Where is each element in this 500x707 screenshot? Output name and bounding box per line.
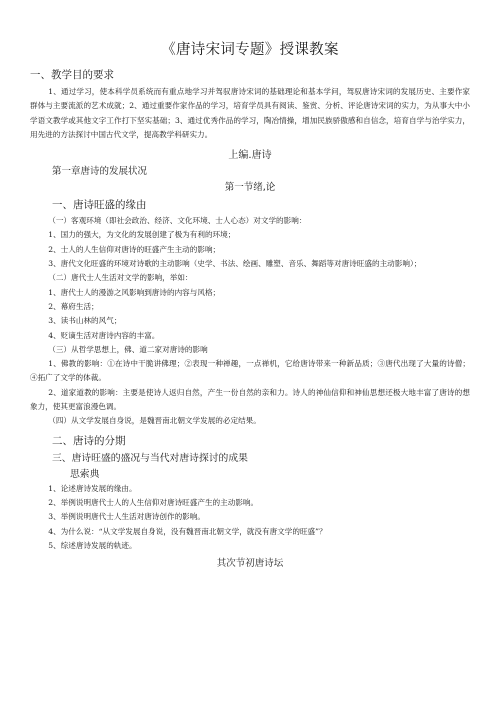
part-title: 上编.唐诗	[228, 150, 272, 162]
section-heading-objectives: 一、教学目的要求	[30, 69, 114, 81]
document-title: 《唐诗宋词专题》授课教案	[161, 42, 339, 58]
item-2-list	[30, 286, 470, 343]
list-item: 5、综述唐诗发展的轨迹。	[48, 540, 137, 550]
subsection-heading-reasons: 一、唐诗旺盛的缘由	[52, 199, 147, 212]
list-item: 4、为什么说：“从文学发展自身说，没有魏晋南北朝文学，就没有唐文学的旺盛”？	[48, 526, 327, 536]
section-title: 第一节绪,论	[224, 182, 276, 194]
item-1-heading: （一）客观环境（即社会政治、经济、文化环境、士人心态）对文学的影响：	[48, 216, 307, 226]
chapter-title: 第一章唐诗的发展状况	[52, 166, 148, 178]
item-2-heading: （二）唐代士人生活对文学的影响，举如：	[48, 273, 193, 283]
objectives-paragraph: 1、通过学习，使本科学员系统而有重点地学习并驾驭唐诗宋词的基础理论和基本学问，驾驭唐诗宋词的发展历史、主要作家群体与主要流派的艺术成就；2、通过重要作家作品的学习，培育学员具有阅读、鉴赏、分析、评论唐诗宋词的实力，为从事大中小学语文教学或其他文字工作打下坚实基础；3、通过优秀作品的学习，陶冶情操，增加民族骄傲感和自信念，培育自学与治学实力，用先进的方法探讨中国古代文学，提高教学科研实力。	[30, 87, 470, 139]
list-item: 4、贬谪生活对唐诗内容的丰富。	[48, 330, 160, 340]
list-item: 2、举例说明唐代士人的人生信仰对唐诗旺盛产生的主动影响。	[48, 497, 259, 507]
questions-list	[30, 482, 470, 553]
list-item: 1、论述唐诗发展的缘由。	[48, 483, 137, 493]
questions-heading: 思索典	[70, 468, 100, 480]
list-item: 2、道家道教的影响：主要是使诗人返归自然，产生一份自然的亲和力。诗人的神仙信仰和神仙思想还极大地丰富了唐诗的想象力，使其更富浪漫色调。	[30, 387, 470, 412]
list-item: 3、读书山林的风气；	[48, 316, 122, 326]
list-item: 3、举例说明唐代士人生活对唐诗创作的影响。	[48, 512, 205, 522]
list-item: 2、幕府生活；	[48, 301, 99, 311]
list-item: 1、国力的强大，为文化的发展创建了极为有利的环境；	[48, 230, 236, 240]
subsection-heading-achievements: 三、唐诗旺盛的盛况与当代对唐诗探讨的成果	[52, 452, 248, 464]
item-3-list	[30, 357, 470, 414]
subsection-heading-periods: 二、唐诗的分期	[52, 434, 126, 447]
list-item: 1、佛教的影响：①在诗中干脆讲佛理；②表现一种禅趣，一点禅机，它给唐诗带来一种新品质；③唐代出现了大量的诗僧；④拓广了文学的体裁。	[30, 359, 470, 383]
list-item: 1、唐代士人的漫游之风影响到唐诗的内容与风格；	[48, 287, 221, 297]
list-item: 2、士人的人生信仰对唐诗的旺盛产生主动的影响；	[48, 244, 221, 254]
item-4-heading: （四）从文学发展自身说，是魏晋南北朝文学发展的必定结果。	[48, 416, 261, 426]
item-1-list	[30, 228, 470, 271]
list-item: 3、唐代文化旺盛的环境对诗歌的主动影响（史学、书法、绘画、雕塑、音乐、舞蹈等对唐诗旺盛的主动影响）；	[48, 259, 422, 269]
next-section-title: 其次节初唐诗坛	[216, 558, 284, 570]
item-3-heading: （三）从哲学思想上，佛、道二家对唐诗的影响	[48, 344, 208, 354]
